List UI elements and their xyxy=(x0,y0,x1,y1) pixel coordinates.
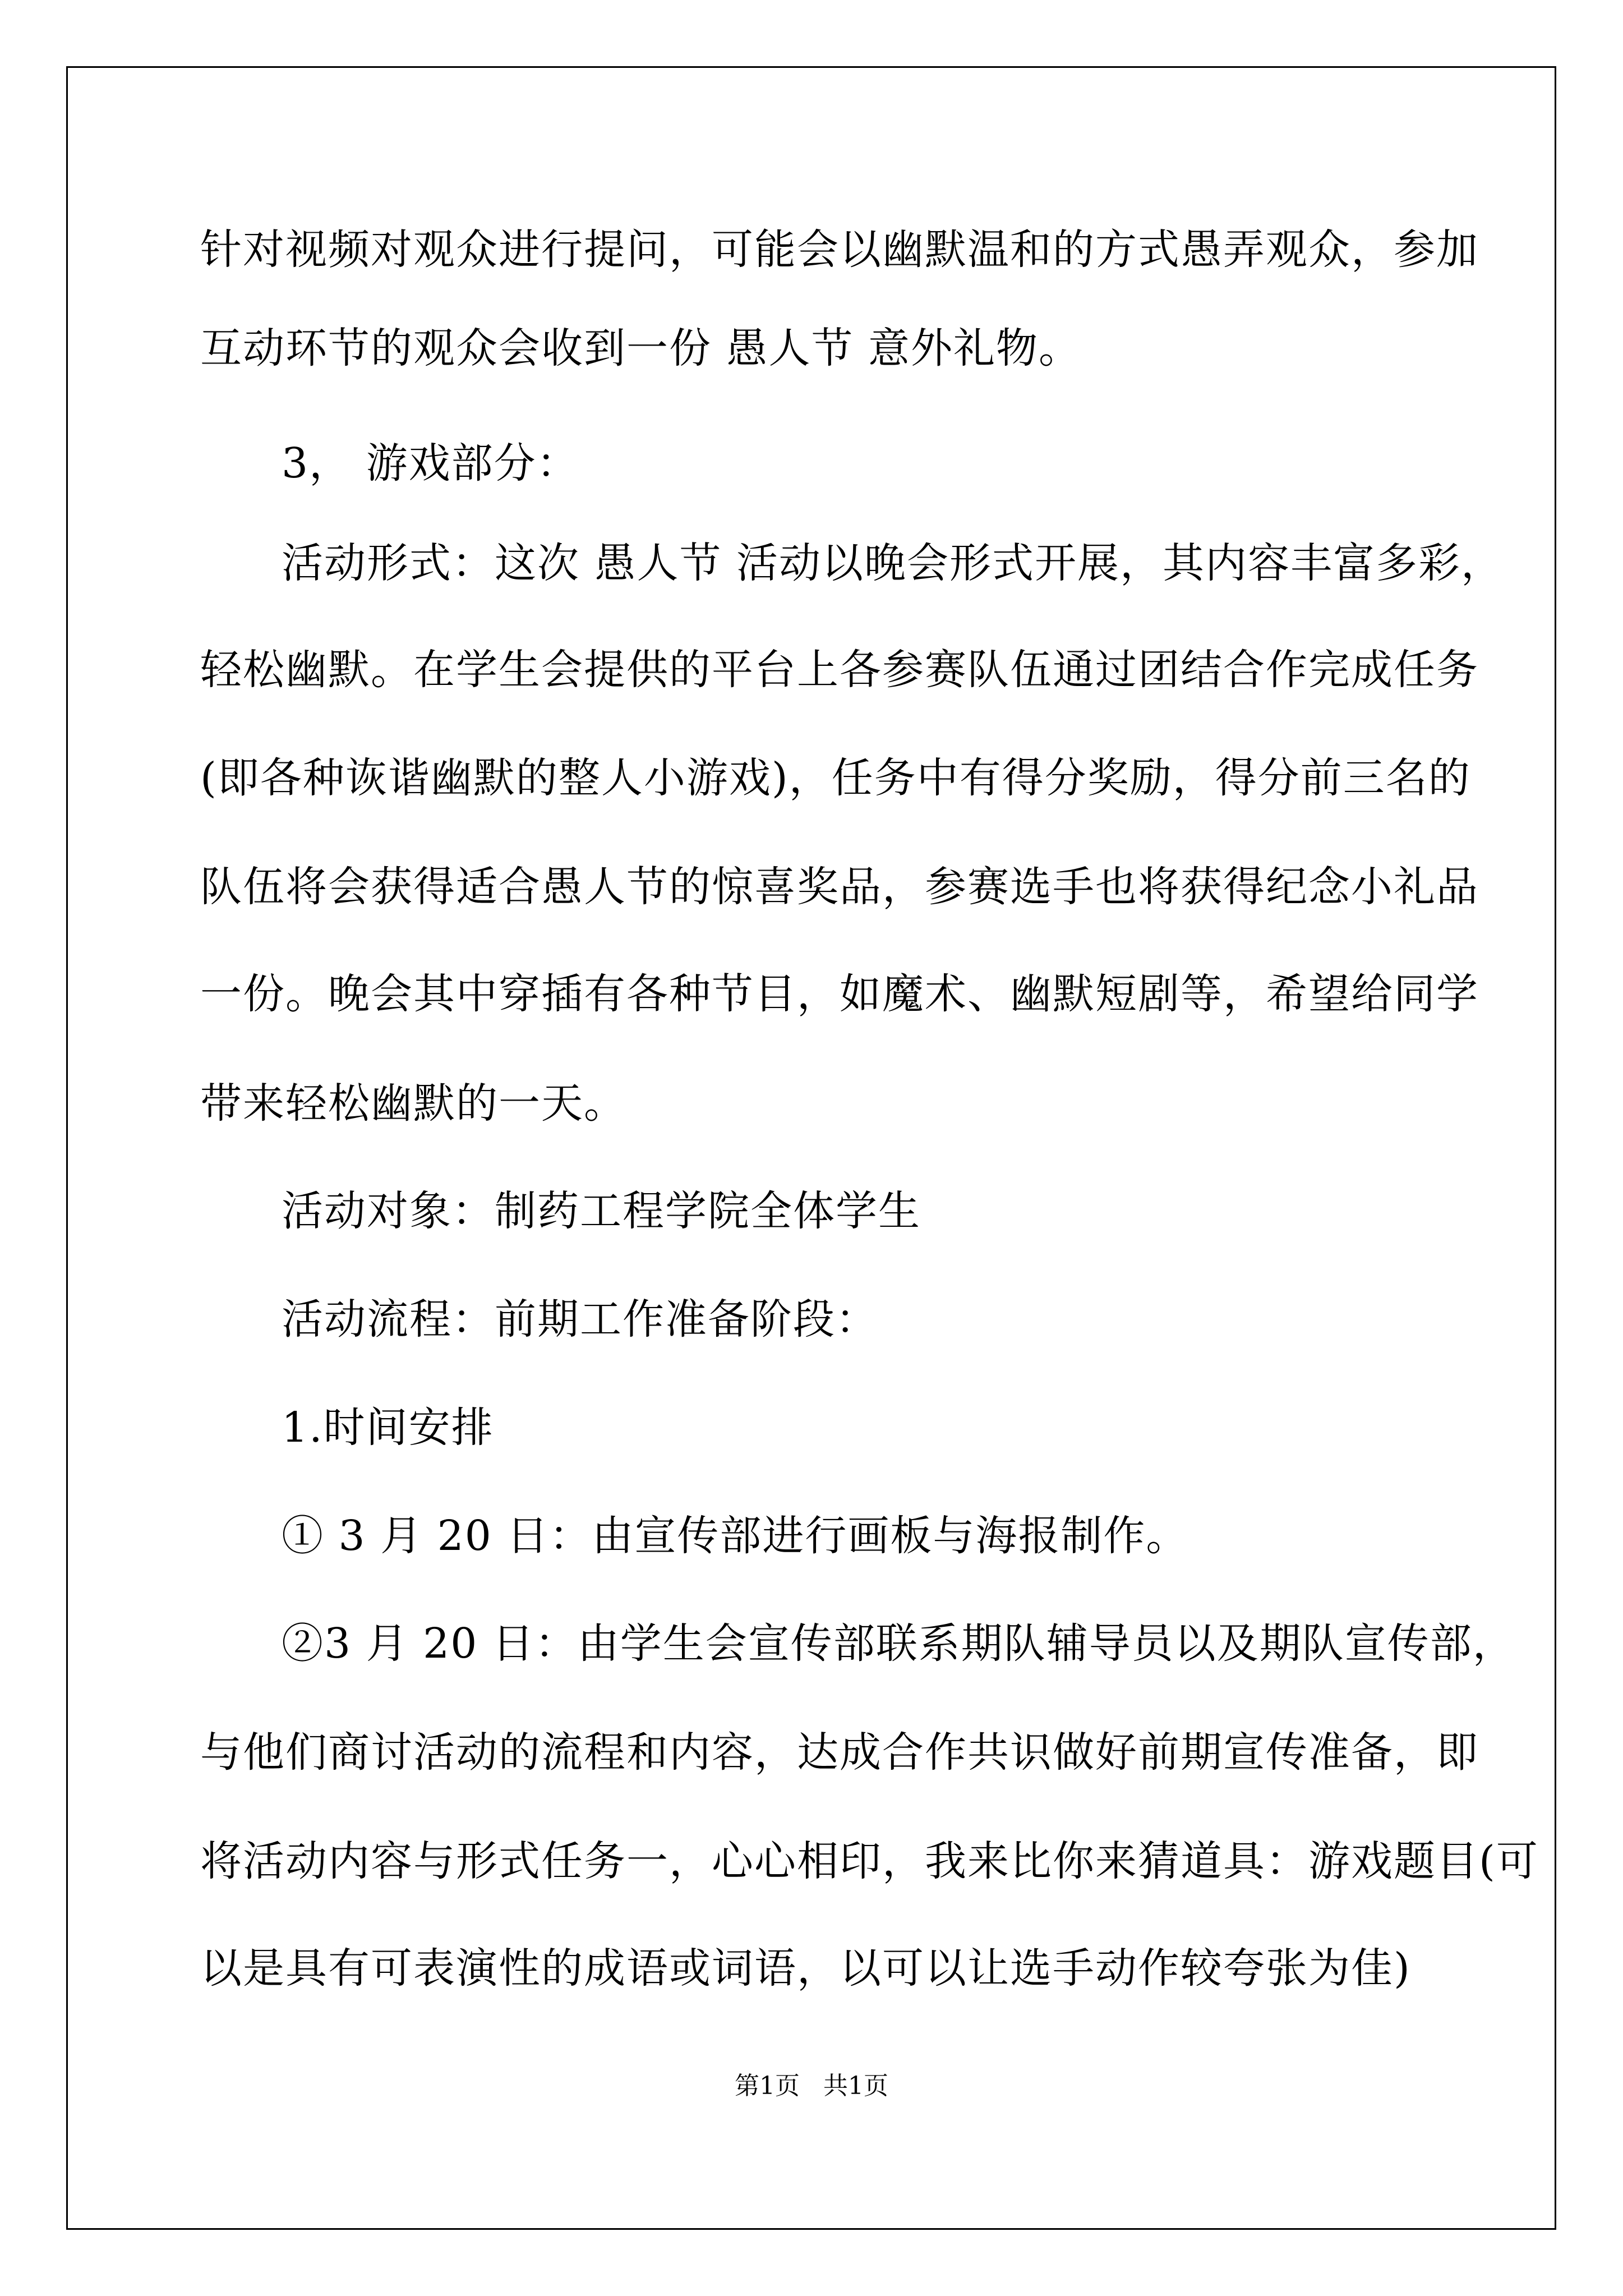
text-line-5: 轻松幽默。在学生会提供的平台上各参赛队伍通过团结合作完成任务 xyxy=(200,646,1479,694)
text-line-1: 针对视频对观众进行提问，可能会以幽默温和的方式愚弄观众，参加 xyxy=(200,226,1479,274)
text-line-8: 一份。晚会其中穿插有各种节目，如魔术、幽默短剧等，希望给同学 xyxy=(200,970,1479,1018)
page-footer: 第1页 共1页 xyxy=(735,2072,888,2100)
text-line-activity-form: 活动形式：这次 愚人节 活动以晚会形式开展，其内容丰富多彩， xyxy=(282,539,1504,587)
section-heading-games: 3， 游戏部分： xyxy=(282,439,579,487)
text-line-schedule: 1.时间安排 xyxy=(282,1404,494,1452)
text-line-2: 互动环节的观众会收到一份 愚人节 意外礼物。 xyxy=(200,324,1082,372)
text-line-15: 与他们商讨活动的流程和内容，达成合作共识做好前期宣传准备，即 xyxy=(200,1728,1479,1777)
text-line-7: 队伍将会获得适合愚人节的惊喜奖品，参赛选手也将获得纪念小礼品 xyxy=(200,863,1479,911)
text-line-target: 活动对象：制药工程学院全体学生 xyxy=(282,1187,921,1235)
text-line-17: 以是具有可表演性的成语或词语，以可以让选手动作较夸张为佳) xyxy=(200,1944,1411,1993)
text-line-process: 活动流程：前期工作准备阶段： xyxy=(282,1295,878,1343)
page-border xyxy=(66,66,1556,2230)
text-line-item-1: ① 3 月 20 日：由宣传部进行画板与海报制作。 xyxy=(282,1512,1189,1560)
text-line-16: 将活动内容与形式任务一，心心相印，我来比你来猜道具：游戏题目(可 xyxy=(200,1837,1539,1885)
text-line-6: (即各种诙谐幽默的整人小游戏)，任务中有得分奖励，得分前三名的 xyxy=(200,754,1471,802)
text-line-9: 带来轻松幽默的一天。 xyxy=(200,1079,626,1128)
text-line-item-2: ②3 月 20 日：由学生会宣传部联系期队辅导员以及期队宣传部， xyxy=(282,1619,1515,1668)
